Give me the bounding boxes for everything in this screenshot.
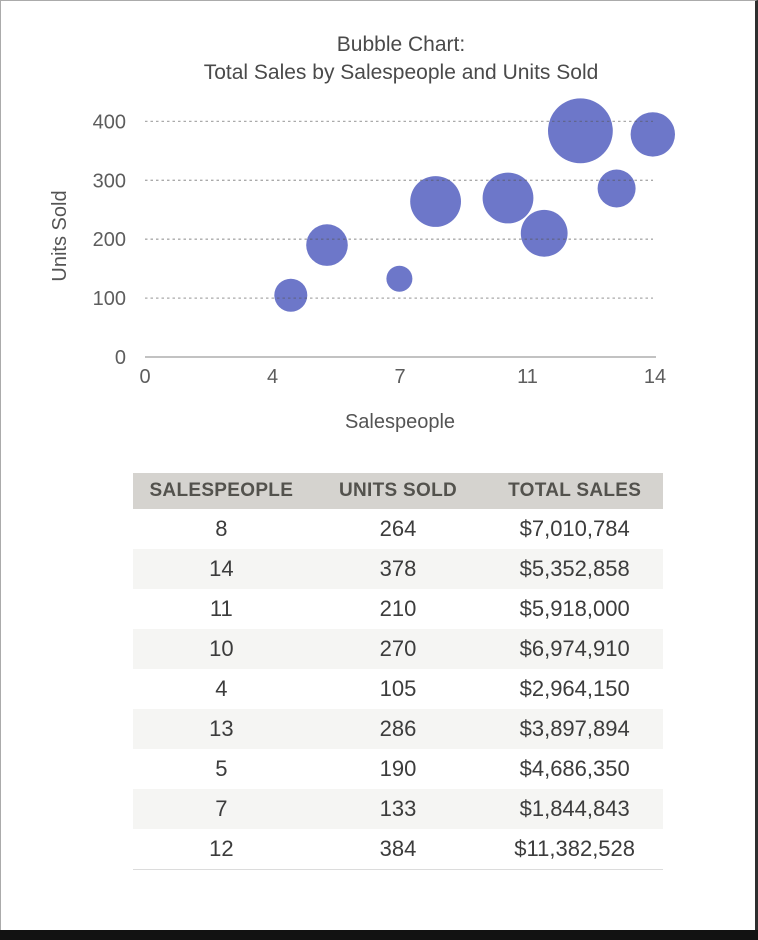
table-cell: 270 bbox=[379, 636, 417, 661]
table-cell: 7 bbox=[215, 796, 228, 821]
table-row bbox=[133, 589, 663, 629]
y-axis-ticks bbox=[93, 111, 126, 369]
sales-data-table bbox=[133, 473, 663, 870]
table-cell: 14 bbox=[209, 556, 234, 581]
table-row bbox=[133, 789, 663, 829]
table-cell: $2,964,150 bbox=[519, 676, 630, 701]
table-cell: 4 bbox=[215, 676, 228, 701]
x-axis-ticks bbox=[139, 366, 666, 388]
table-cell: $4,686,350 bbox=[519, 756, 630, 781]
table-cell: 264 bbox=[379, 516, 417, 541]
table-cell: $3,897,894 bbox=[519, 716, 630, 741]
table-cell: 13 bbox=[209, 716, 234, 741]
y-tick-label: 400 bbox=[92, 111, 126, 134]
x-axis-title: Salespeople bbox=[344, 411, 456, 433]
table-cell: 210 bbox=[379, 596, 417, 621]
table-cell: 11 bbox=[209, 596, 233, 621]
window-bottom-bar bbox=[0, 930, 758, 940]
y-tick-label: 0 bbox=[114, 347, 126, 369]
table-cell: 133 bbox=[379, 796, 417, 821]
column-header: SALESPEOPLE bbox=[149, 480, 294, 501]
table-header-row bbox=[133, 473, 663, 509]
table-cell: 10 bbox=[209, 636, 234, 661]
bubble bbox=[306, 224, 348, 266]
table-cell: 8 bbox=[215, 516, 228, 541]
y-tick-label: 300 bbox=[92, 170, 126, 193]
table-cell: 105 bbox=[379, 676, 417, 701]
table-cell: $11,382,528 bbox=[514, 836, 636, 861]
table-cell: 190 bbox=[379, 756, 417, 781]
table-row bbox=[133, 549, 663, 589]
table-row bbox=[133, 749, 663, 789]
table-cell: $1,844,843 bbox=[519, 796, 630, 821]
table-cell: $5,918,000 bbox=[519, 596, 630, 621]
table-cell: 12 bbox=[209, 836, 234, 861]
x-tick-label: 14 bbox=[643, 366, 667, 388]
table-cell: $6,974,910 bbox=[519, 636, 630, 661]
bubble-chart bbox=[0, 0, 758, 460]
table-cell: $5,352,858 bbox=[519, 556, 630, 581]
bubble bbox=[274, 279, 307, 312]
bubble bbox=[631, 112, 675, 156]
chart-title-line2: Total Sales by Salespeople and Units Sold bbox=[203, 61, 599, 84]
column-header: UNITS SOLD bbox=[338, 480, 458, 501]
y-tick-label: 100 bbox=[92, 288, 126, 311]
table-cell: $7,010,784 bbox=[519, 516, 630, 541]
table-row bbox=[133, 509, 663, 549]
chart-title-line1: Bubble Chart: bbox=[336, 33, 466, 56]
table-row bbox=[133, 829, 663, 869]
x-tick-label: 4 bbox=[266, 366, 279, 388]
bubble-series bbox=[274, 98, 675, 311]
table-row bbox=[133, 709, 663, 749]
table-row bbox=[133, 629, 663, 669]
table-cell: 384 bbox=[379, 836, 417, 861]
table-cell: 286 bbox=[379, 716, 417, 741]
bubble bbox=[410, 176, 461, 227]
x-tick-label: 7 bbox=[394, 366, 406, 388]
table-row bbox=[133, 669, 663, 709]
table-cell: 5 bbox=[215, 756, 228, 781]
column-header: TOTAL SALES bbox=[508, 480, 642, 501]
bubble bbox=[521, 210, 568, 257]
x-tick-label: 11 bbox=[517, 366, 538, 388]
x-tick-label: 0 bbox=[139, 366, 151, 388]
y-axis-title: Units Sold bbox=[49, 190, 71, 282]
bubble bbox=[598, 170, 636, 208]
bubble bbox=[386, 266, 412, 292]
bubble bbox=[548, 98, 613, 163]
y-tick-label: 200 bbox=[92, 229, 126, 252]
table-cell: 378 bbox=[379, 556, 417, 581]
